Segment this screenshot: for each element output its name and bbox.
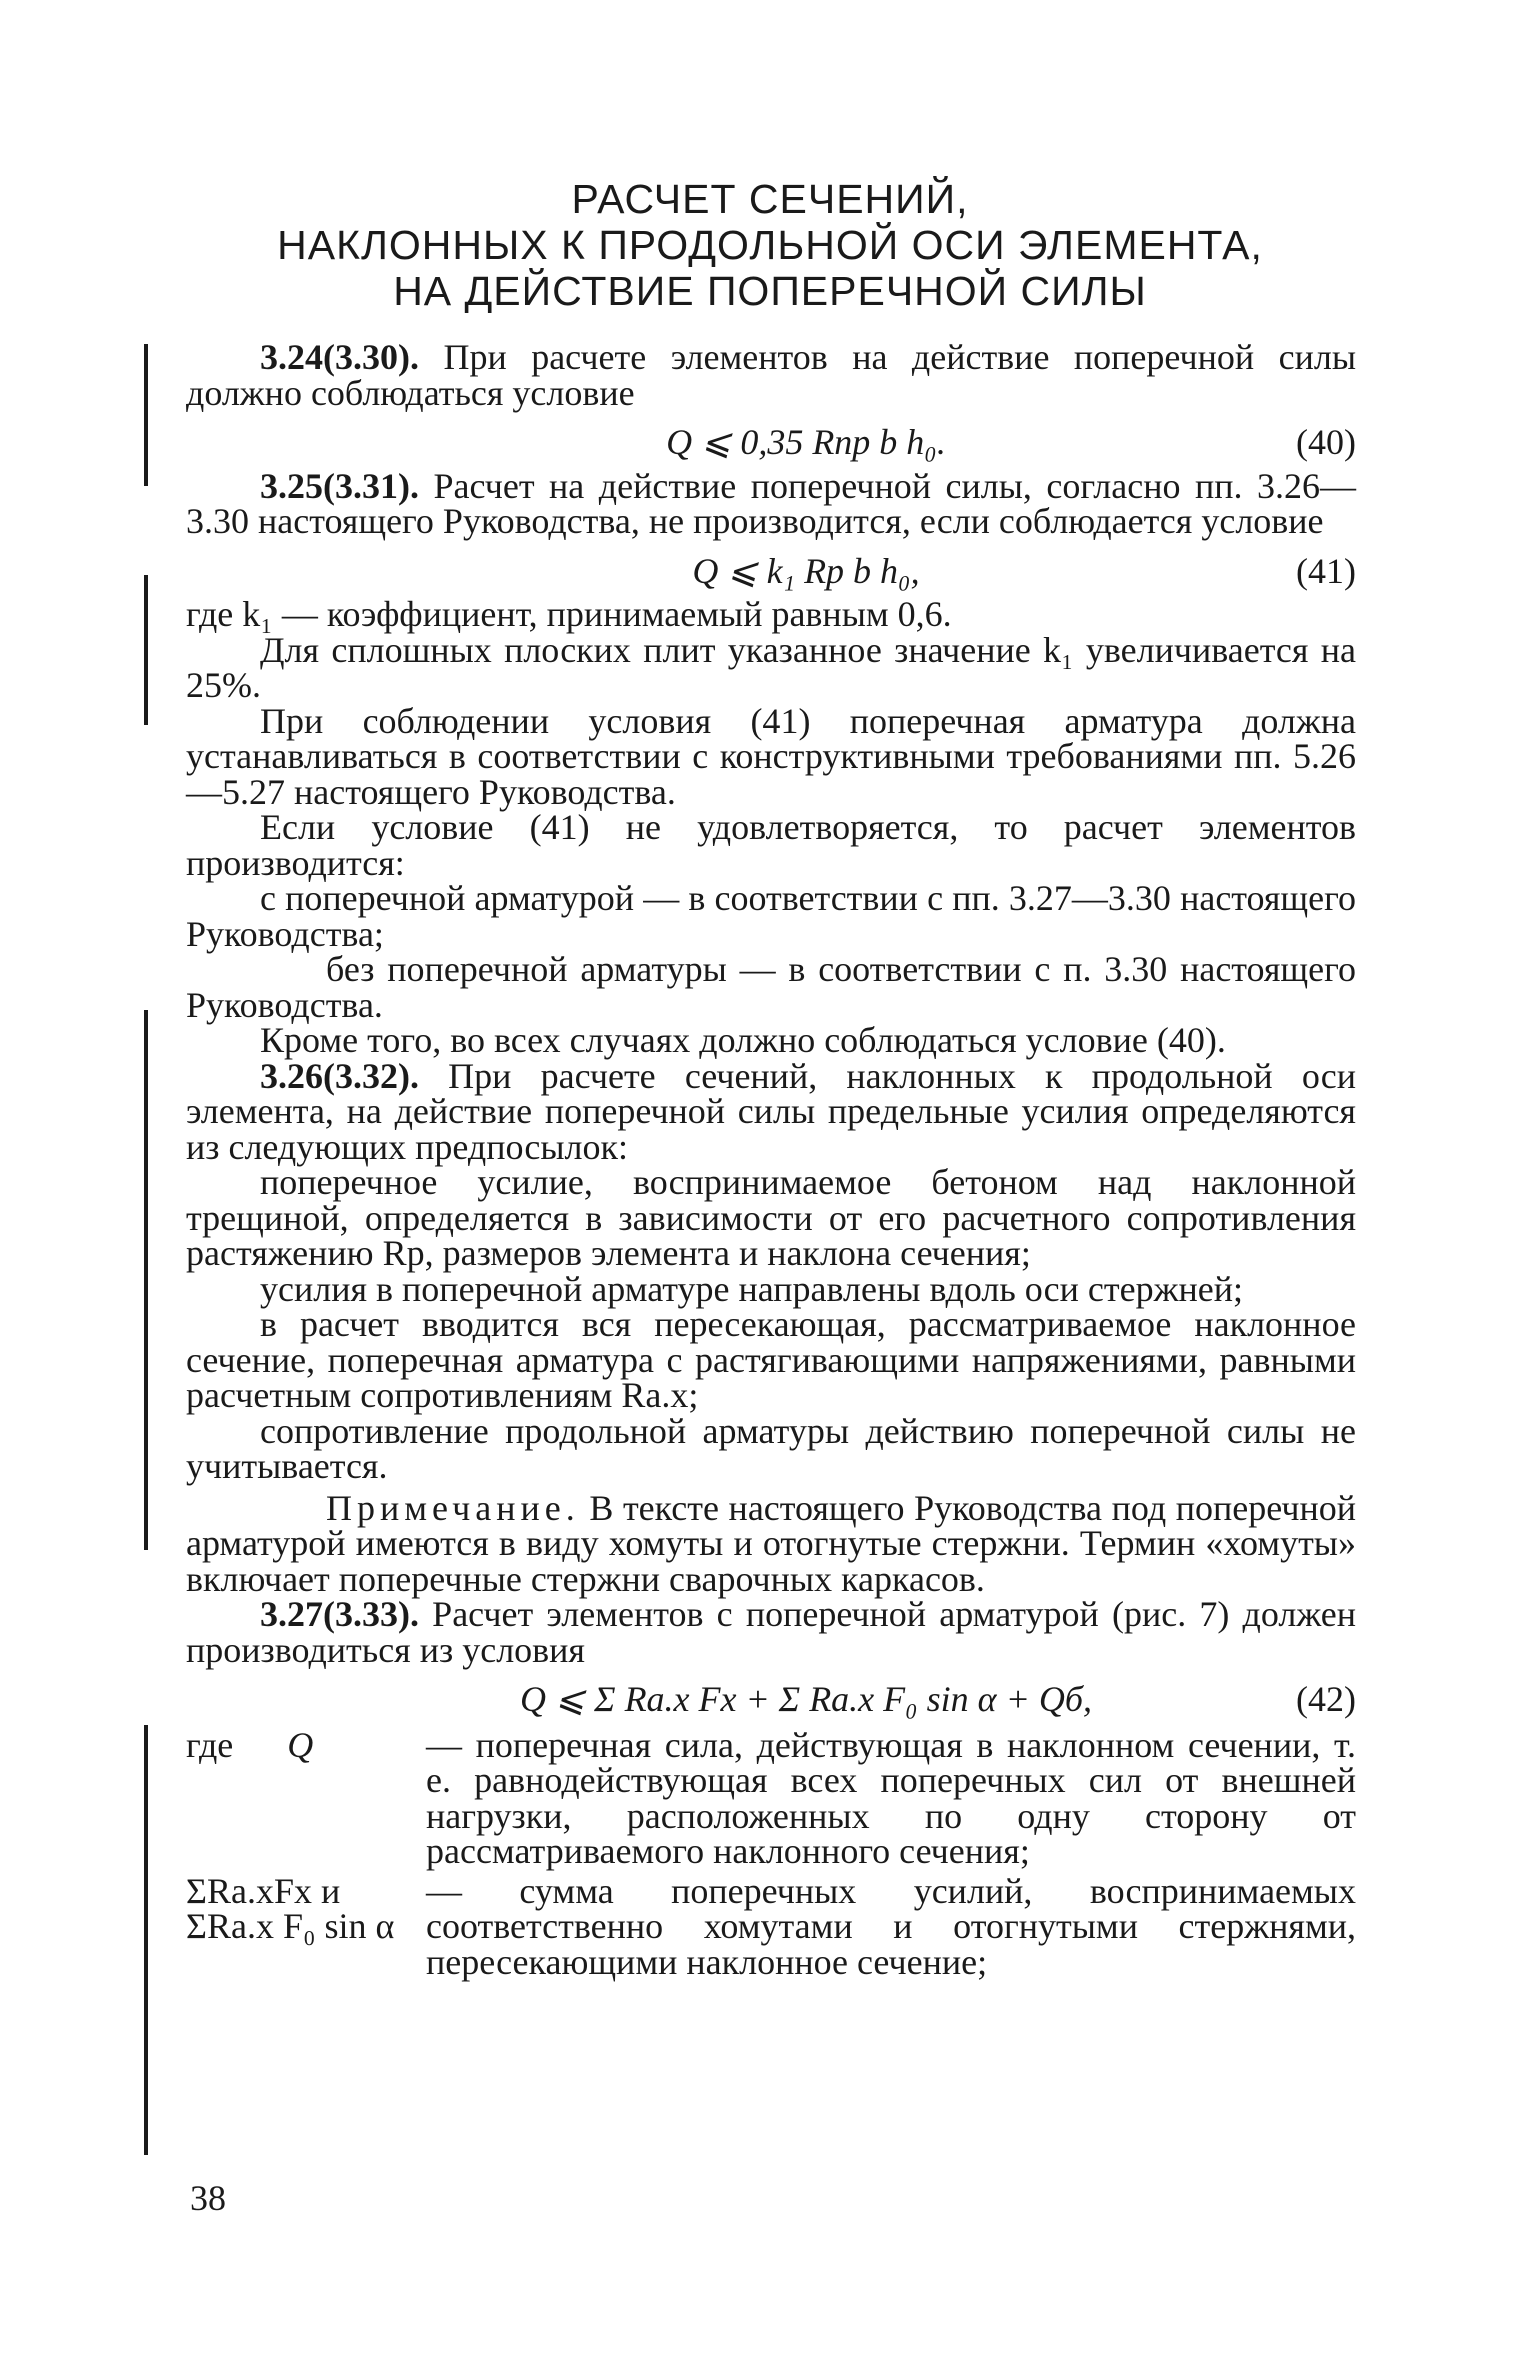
paragraph-concrete: поперечное усилие, воспринимаемое бетоном над наклонной трещиной, определяется в зависимости от его расчетного сопротивления растяжению Rр, размеров элемента и наклона сечения; [186, 1162, 1356, 1273]
formula-41 [186, 550, 1356, 591]
note-lead: Примечание. [326, 1487, 580, 1528]
clause-number: 3.24(3.30). [260, 337, 419, 377]
formula-number: (40) [1296, 422, 1356, 462]
formula-number: (42) [1296, 1679, 1356, 1719]
definition-description: — поперечная сила, действующая в наклонном сечении, т. е. равнодействующая всех поперечных сил от внешней нагрузки, расположенных по одну сторону от рассматриваемого наклонного сечения; [426, 1724, 1356, 1871]
formula-42 [186, 1679, 1356, 1719]
definitions-list [186, 1724, 1356, 1982]
paragraph-without-reinforcement: без поперечной арматуры — в соответствии с п. 3.30 настоящего Руководства. [186, 949, 1356, 1025]
paragraph-forces: усилия в поперечной арматуре направлены вдоль оси стержней; [260, 1268, 1243, 1309]
formula-40 [186, 422, 1356, 462]
definition-sum [186, 1870, 1356, 1982]
paragraph-3-26 [186, 1055, 1356, 1167]
clause-number: 3.27(3.33). [260, 1594, 419, 1634]
revision-bar-4 [144, 1725, 148, 2155]
body-text [186, 337, 1356, 1984]
paragraph-3-27 [186, 1594, 1356, 1670]
clause-number: 3.26(3.32). [260, 1055, 419, 1096]
paragraph-condition-not-met: Если условие (41) не удовлетворяется, то расчет элементов производится: [186, 807, 1356, 883]
formula-number: (41) [1296, 550, 1356, 591]
note-text: В тексте настоящего Руководства под поперечной арматурой имеются в виду хомуты и отогнутые стержни. Термин «хомуты» включает поперечные стержни сварочных каркасов. [186, 1487, 1356, 1599]
heading-line-2: НАКЛОННЫХ К ПРОДОЛЬНОЙ ОСИ ЭЛЕМЕНТА, [277, 222, 1263, 268]
heading-line-1: РАСЧЕТ СЕЧЕНИЙ, [571, 176, 969, 222]
definition-description: — сумма поперечных усилий, воспринимаемых соответственно хомутами и отогнутыми стержнями, пересекающими наклонное сечение; [426, 1870, 1356, 1982]
paragraph-k1: где k₁ — коэффициент, принимаемый равным 0,6. [186, 594, 952, 634]
heading-line-3: НА ДЕЙСТВИЕ ПОПЕРЕЧНОЙ СИЛЫ [393, 268, 1147, 314]
page-number: 38 [190, 2178, 226, 2218]
paragraph-text: Расчет элементов с поперечной арматурой (рис. 7) должен производиться из условия [186, 1594, 1356, 1670]
paragraph-included: в расчет вводится вся пересекающая, рассматриваемое наклонное сечение, поперечная арматура с растягивающими напряжениями, равными расчетным сопротивлениям Rа.х; [186, 1304, 1356, 1415]
revision-bar-3 [144, 1010, 148, 1550]
section-heading [180, 176, 1360, 314]
paragraph-text: При расчете элементов на действие поперечной силы должно соблюдаться условие [186, 337, 1356, 413]
paragraph-with-reinforcement: с поперечной арматурой — в соответствии с пп. 3.27—3.30 настоящего Руководства; [186, 878, 1356, 954]
paragraph-longitudinal: сопротивление продольной арматуры действию поперечной силы не учитывается. [186, 1410, 1356, 1486]
definition-term: ΣRа.хFх и ΣRа.х F₀ sin α [186, 1870, 395, 1946]
formula-expression: Q ⩽ Σ Rа.х Fх + Σ Rа.х F₀ sin α + Qб, [520, 1679, 1092, 1719]
paragraph-text: При расчете сечений, наклонных к продольной оси элемента, на действие поперечной силы предельные усилия определяются из следующих предпосылок: [186, 1055, 1356, 1167]
paragraph-condition-met: При соблюдении условия (41) поперечная арматура должна устанавливаться в соответствии с конструктивными требованиями пп. 5.26—5.27 настоящего Руководства. [186, 700, 1356, 812]
definition-q [186, 1724, 1356, 1871]
paragraph-text: Расчет на действие поперечной силы, согласно пп. 3.26—3.30 настоящего Руководства, не производится, если соблюдается условие [186, 465, 1356, 541]
revision-bar-2 [144, 575, 148, 725]
clause-number: 3.25(3.31). [260, 465, 419, 506]
formula-expression: Q ⩽ k₁ Rр b h₀, [692, 550, 920, 591]
formula-expression: Q ⩽ 0,35 Rпр b h₀. [666, 422, 946, 462]
note [186, 1487, 1356, 1599]
paragraph-solid-slabs: Для сплошных плоских плит указанное значение k₁ увеличивается на 25%. [186, 629, 1356, 705]
paragraph-besides: Кроме того, во всех случаях должно соблюдаться условие (40). [260, 1020, 1226, 1060]
definition-term: где Q [186, 1724, 314, 1765]
revision-bar-1 [144, 344, 148, 486]
paragraph-3-25 [186, 465, 1356, 541]
paragraph-3-24 [186, 337, 1356, 413]
